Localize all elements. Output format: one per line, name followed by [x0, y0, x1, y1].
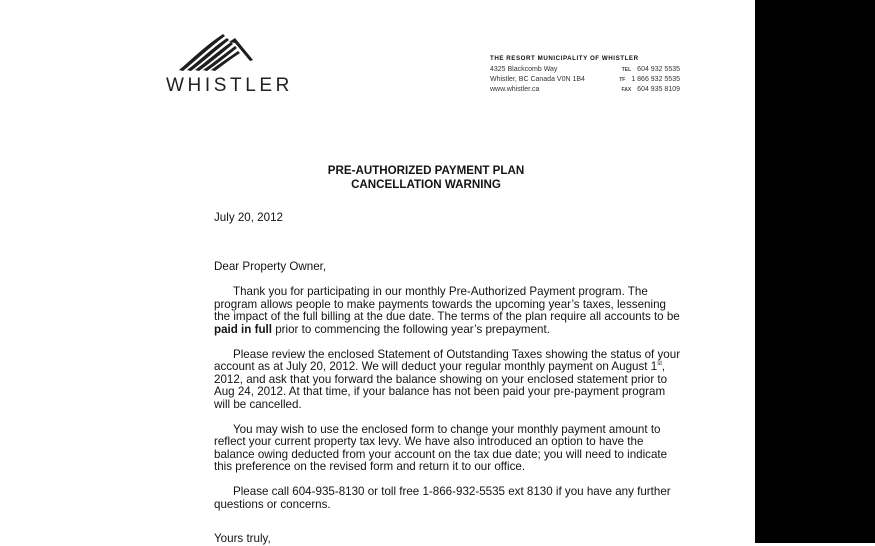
- logo-wordmark: WHISTLER: [166, 75, 293, 96]
- letter-body: [214, 212, 684, 546]
- scan-border: [755, 0, 875, 543]
- paragraph-1-text-b: prior to commencing the following year’s prepayment.: [271, 322, 550, 336]
- fax-label: FAX: [621, 87, 632, 93]
- paragraph-1-text-a: Thank you for participating in our monthly Pre-Authorized Payment program. The program allows people to make payments towards the upcoming year’s taxes, lessening the impact of the full billing at the due date. The terms of the plan require all accounts to be: [214, 285, 680, 323]
- paragraph-4: Please call 604-935-8130 or toll free 1-866-932-5535 ext 8130 if you have any further questions or concerns.: [214, 485, 671, 511]
- mountain-logo-icon: [177, 30, 257, 72]
- closing: Yours truly,: [214, 532, 271, 545]
- salutation: Dear Property Owner,: [214, 259, 327, 273]
- paragraph-2-text-b: , 2012, and ask that you forward the balance showing on your enclosed statement prior to Aug 24, 2012. At that time, if your balance has not been paid your pre-payment program will be cancelled.: [214, 360, 668, 411]
- street-address: 4325 Blackcomb Way: [490, 66, 558, 73]
- tf-label: TF: [619, 77, 626, 83]
- tf-number: 1 866 932 5535: [631, 76, 680, 83]
- address-row-3: [490, 85, 680, 95]
- tf-group: [619, 75, 680, 85]
- letter-date: July 20, 2012: [214, 211, 283, 224]
- fax-number: 604 935 8109: [637, 86, 680, 93]
- tel-number: 604 932 5535: [637, 66, 680, 73]
- address-row-1: [490, 65, 680, 75]
- tel-label: TEL: [621, 67, 632, 73]
- letterhead-address: [490, 55, 680, 95]
- title-line-2: CANCELLATION WARNING: [351, 177, 501, 191]
- fax-group: [621, 85, 680, 95]
- city-address: Whistler, BC Canada V0N 1B4: [490, 76, 585, 83]
- website: www.whistler.ca: [490, 86, 540, 93]
- paragraph-3: You may wish to use the enclosed form to change your monthly payment amount to reflect your current property tax levy. We have also introduced an option to have the balance owing deducted from your account on the tax due date; you will need to indicate this preference on the revised form and return it to our office.: [214, 422, 668, 473]
- paid-in-full-emphasis: paid in full: [214, 322, 272, 336]
- paragraph-2-text-a: Please review the enclosed Statement of Outstanding Taxes showing the status of your account as at July 20, 2012. We will deduct your regular monthly payment on August 1: [214, 347, 681, 373]
- whistler-logo: [163, 30, 293, 100]
- ordinal-suffix: st: [657, 361, 662, 367]
- address-row-2: [490, 75, 680, 85]
- paragraph-2: [214, 349, 684, 412]
- paragraph-1: [214, 286, 684, 336]
- letter-title: [230, 164, 622, 191]
- tel-group: [622, 65, 680, 75]
- org-name: THE RESORT MUNICIPALITY OF WHISTLER: [490, 55, 639, 62]
- title-line-1: PRE-AUTHORIZED PAYMENT PLAN: [327, 164, 525, 177]
